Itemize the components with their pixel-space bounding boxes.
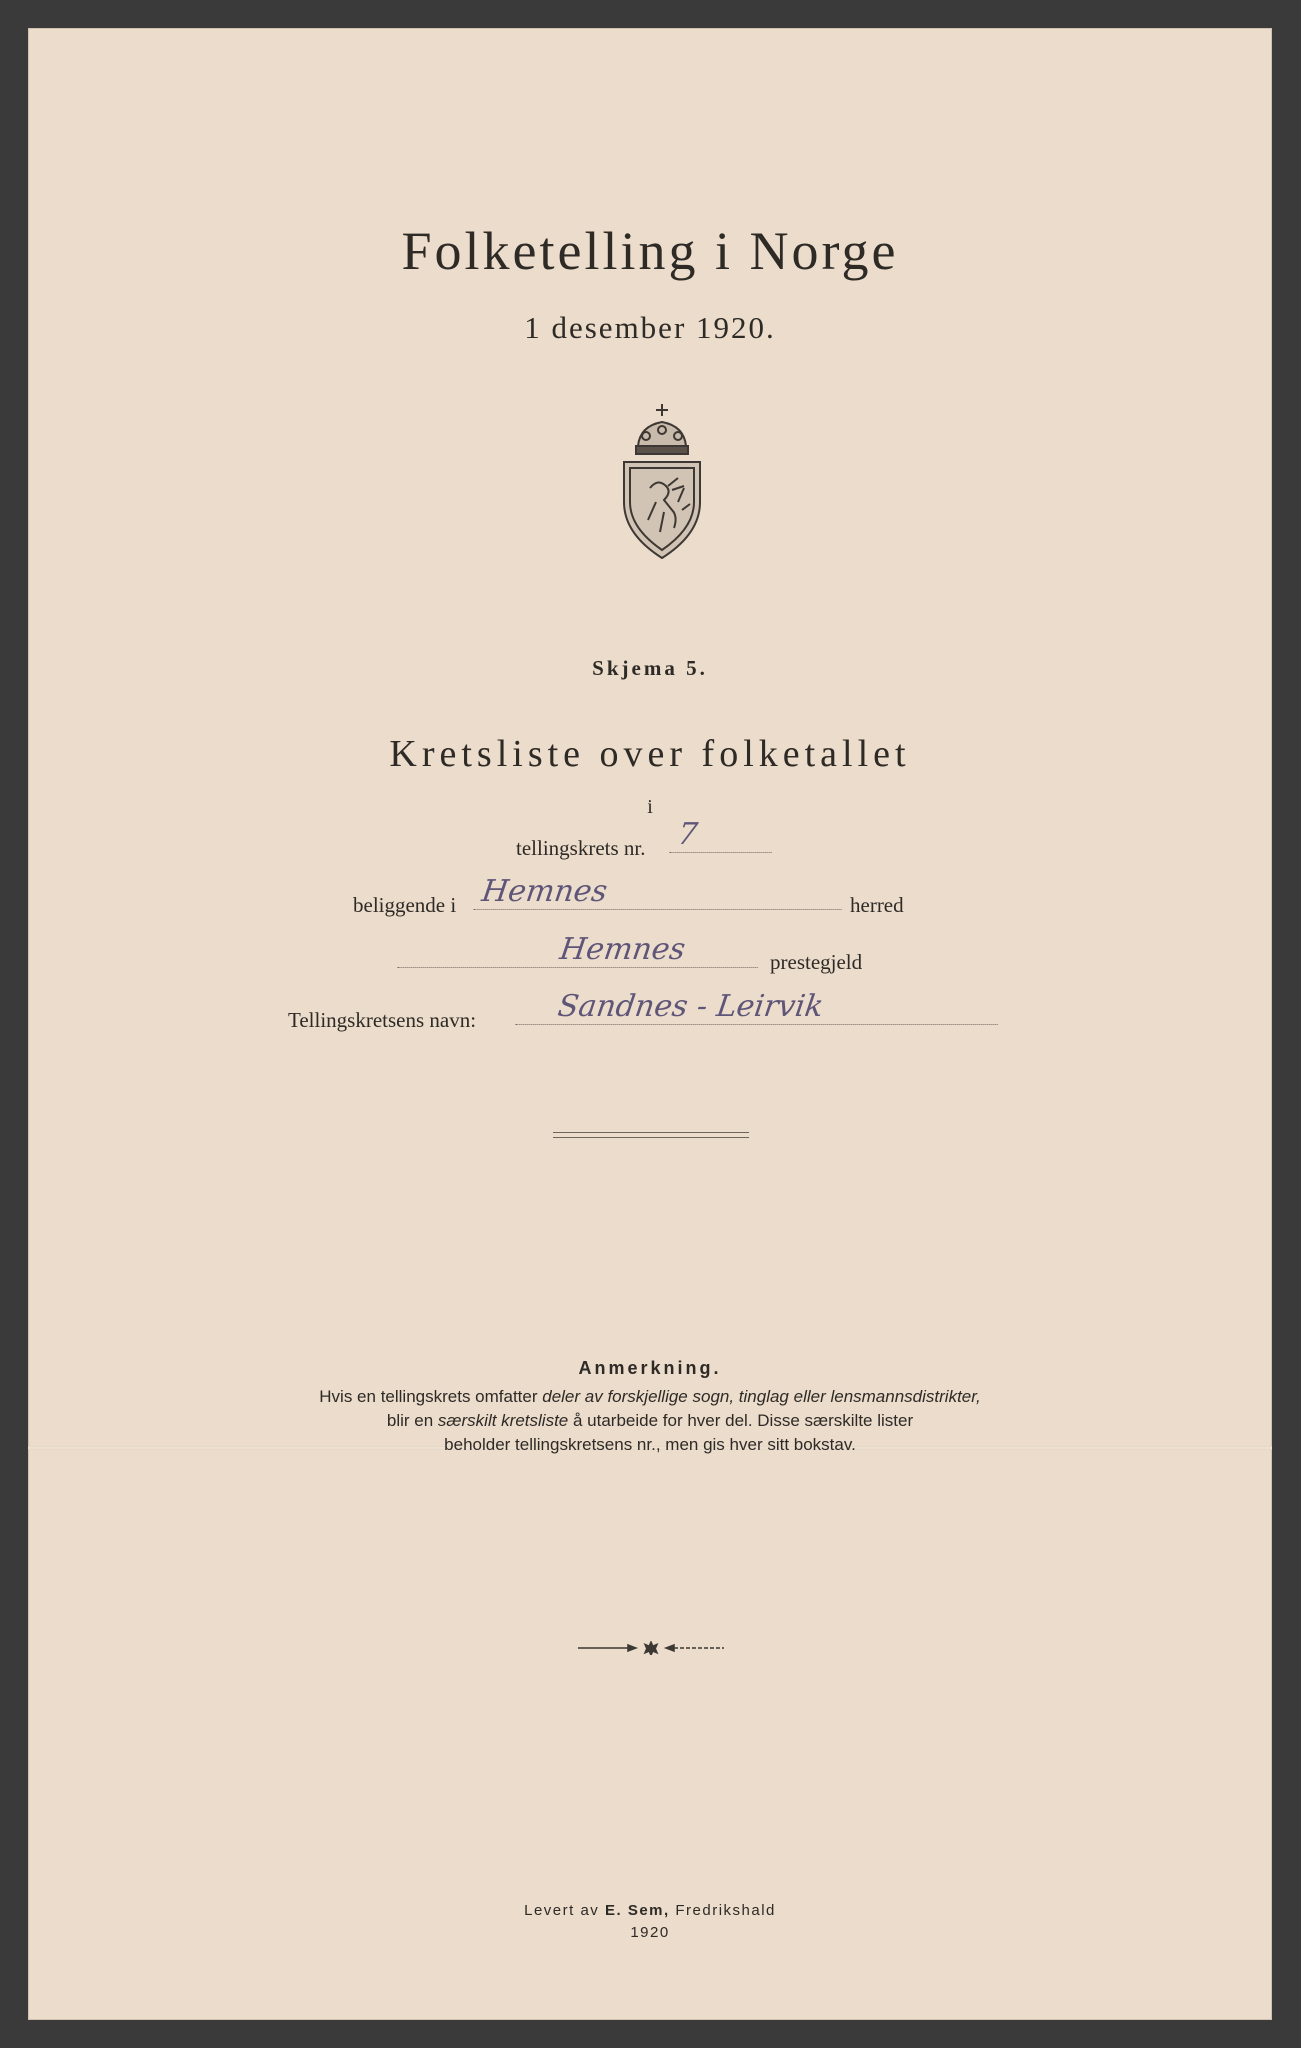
print-year: 1920 <box>630 1924 670 1941</box>
note-line-1 <box>168 1385 1132 1409</box>
herred-suffix: herred <box>850 893 904 917</box>
page-title: Folketelling i Norge <box>401 221 899 281</box>
herred-field[interactable]: Hemnes <box>474 875 847 910</box>
census-date: 1 desember 1920. <box>524 310 776 345</box>
prestegjeld-field[interactable]: Hemnes <box>398 933 763 968</box>
note-emphasis: særskilt kretsliste <box>437 1411 569 1430</box>
note-heading: Anmerkning. <box>578 1358 722 1378</box>
printer-credit <box>28 1902 1272 1919</box>
norway-coat-of-arms-icon <box>616 400 708 560</box>
printer-city: Fredrikshald <box>669 1902 776 1919</box>
ornament-divider-icon <box>578 1641 724 1655</box>
divider-rule <box>553 1132 749 1138</box>
printer-name: E. Sem, <box>604 1902 670 1919</box>
note-text: å utarbeide for hver del. Disse særskilte lister <box>568 1411 914 1430</box>
census-form-page <box>28 28 1272 2020</box>
kretsnavn-field[interactable]: Sandnes - Leirvik <box>516 990 1003 1025</box>
navn-label: Tellingskretsens navn: <box>288 1008 477 1032</box>
note-line-3: beholder tellingskretsens nr., men gis hver sitt bokstav. <box>444 1435 856 1454</box>
herred-prefix: beliggende i <box>353 893 457 917</box>
note-line-2 <box>168 1409 1132 1433</box>
prestegjeld-suffix: prestegjeld <box>770 950 863 974</box>
note-text: blir en <box>386 1411 438 1430</box>
printer-prefix: Levert av <box>524 1902 605 1919</box>
note-emphasis: deler av forskjellige sogn, tinglag eller lensmannsdistrikter, <box>542 1387 981 1406</box>
krets-label: tellingskrets nr. <box>516 836 646 860</box>
krets-number-field[interactable]: 7 <box>670 818 777 853</box>
connector-word: i <box>647 796 653 818</box>
form-heading: Kretsliste over folketallet <box>389 733 911 775</box>
note-text: Hvis en tellingskrets omfatter <box>319 1387 543 1406</box>
schema-number: Skjema 5. <box>592 656 708 680</box>
